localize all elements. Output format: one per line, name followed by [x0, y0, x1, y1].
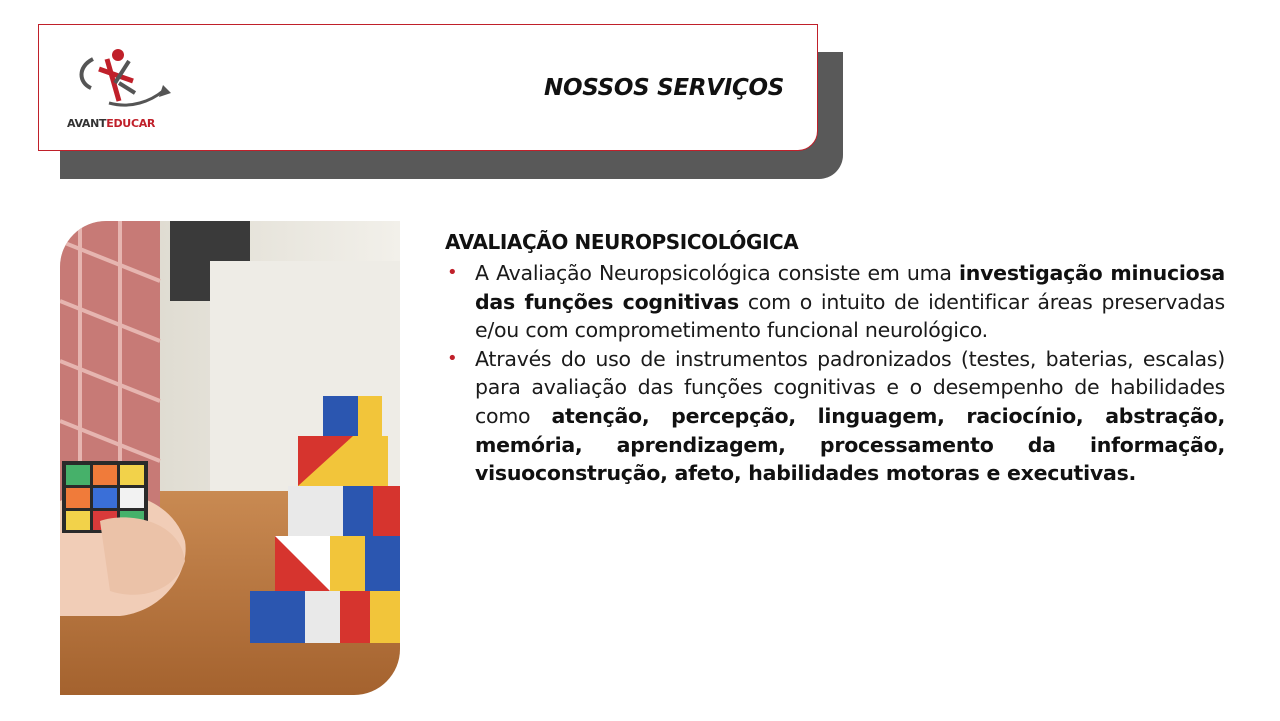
logo-icon — [71, 43, 171, 115]
section-heading: AVALIAÇÃO NEUROPSICOLÓGICA — [445, 230, 799, 254]
header-card — [38, 24, 818, 151]
logo-text: AVANTEDUCAR — [67, 117, 156, 130]
child-rubiks-cube-blocks-photo — [60, 221, 400, 695]
bullet-list — [445, 259, 1225, 488]
page-title: NOSSOS SERVIÇOS — [544, 75, 785, 101]
avanteducar-logo — [61, 43, 181, 133]
bullet-item: • A Avaliação Neuropsicológica consiste em uma investigação minuciosa das funções cognitivas com o intuito de identificar áreas preservadas e/ou com comprometimento funcional neurológico. — [445, 259, 1225, 345]
service-content — [445, 230, 1225, 488]
bullet-item: • Através do uso de instrumentos padronizados (testes, baterias, escalas) para avaliação das funções cognitivas e o desempenho de habilidades como atenção, percepção, linguagem, raciocínio, abstração, memória, aprendizagem, processamento da informação, visuoconstrução, afeto, habilidades motoras e executivas. — [445, 345, 1225, 488]
